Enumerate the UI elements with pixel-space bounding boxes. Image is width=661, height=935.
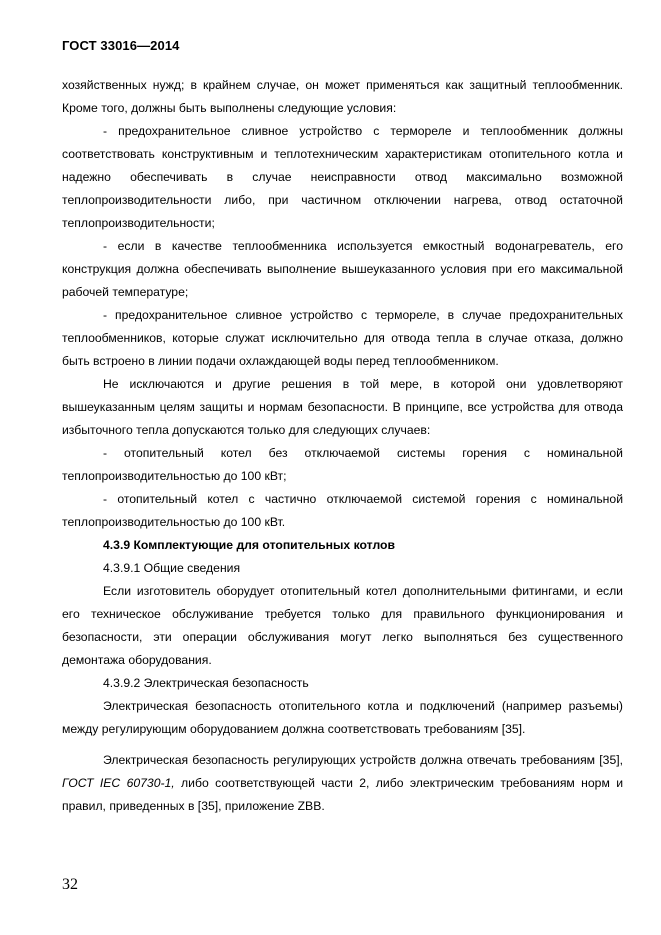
section-heading: 4.3.9 Комплектующие для отопительных котлов <box>103 538 395 552</box>
list-item-safety-drain: - предохранительное сливное устройство с термореле и теплообменник должны соответствовать конструктивным и теплотехническим характеристикам отопительного котла и надежно обеспечивать в случае неисправности отвод максимально возможной теплопроизводительности либо, при частичном отключении нагрева, отвод остаточной теплопроизводительности; <box>62 124 623 230</box>
subsection-title-general: 4.3.9.1 Общие сведения <box>103 561 241 575</box>
list-item-safety-heat-exchanger: - предохранительное сливное устройство с термореле, в случае предохранительных теплообменников, которые служат исключительно для отвода тепла в случае отказа, должно быть встроено в линии подачи охлаждающей воды перед теплообменником. <box>62 308 623 368</box>
page-number: 32 <box>62 876 78 893</box>
paragraph-electrical-safety-controls <box>62 749 623 818</box>
paragraph-electrical-safety-boiler: Электрическая безопасность отопительного котла и подключений (например разъемы) между регулирующим оборудованием должна соответствовать требованиям [35]. <box>62 699 623 736</box>
standard-reference: ГОСТ IEC 60730-1, <box>62 776 175 790</box>
subsection-title-electrical-safety: 4.3.9.2 Электрическая безопасность <box>103 676 309 690</box>
paragraph-text-part: Электрическая безопасность регулирующих устройств должна отвечать требованиям [35], <box>103 753 623 767</box>
paragraph-other-solutions: Не исключаются и другие решения в той мере, в которой они удовлетворяют вышеуказанным целям защиты и нормам безопасности. В принципе, все устройства для отвода избыточного тепла допускаются только для следующих случаев: <box>62 377 623 437</box>
paragraph-fittings: Если изготовитель оборудует отопительный котел дополнительными фитингами, и если его техническое обслуживание требуется только для правильного функционирования и безопасности, эти операции обслуживания могут легко выполняться без существенного демонтажа оборудования. <box>62 584 623 667</box>
list-item-storage-heater: - если в качестве теплообменника используется емкостный водонагреватель, его конструкция должна обеспечивать выполнение вышеуказанного условия при его максимальной рабочей температуре; <box>62 239 623 299</box>
document-code-header: ГОСТ 33016—2014 <box>62 38 180 53</box>
paragraph-text-part: либо соответствующей части 2, либо электрическим требованиям норм и правил, приведенных в [35], приложение ZBB. <box>62 776 623 813</box>
paragraph-continuation: хозяйственных нужд; в крайнем случае, он может применяться как защитный теплообменник. Кроме того, должны быть выполнены следующие условия: <box>62 78 623 115</box>
list-item-boiler-partially-switchable: - отопительный котел с частично отключаемой системой горения с номинальной теплопроизводительностью до 100 кВт. <box>62 492 623 529</box>
list-item-boiler-non-switchable: - отопительный котел без отключаемой системы горения с номинальной теплопроизводительностью до 100 кВт; <box>62 446 623 483</box>
page-body <box>62 74 623 818</box>
